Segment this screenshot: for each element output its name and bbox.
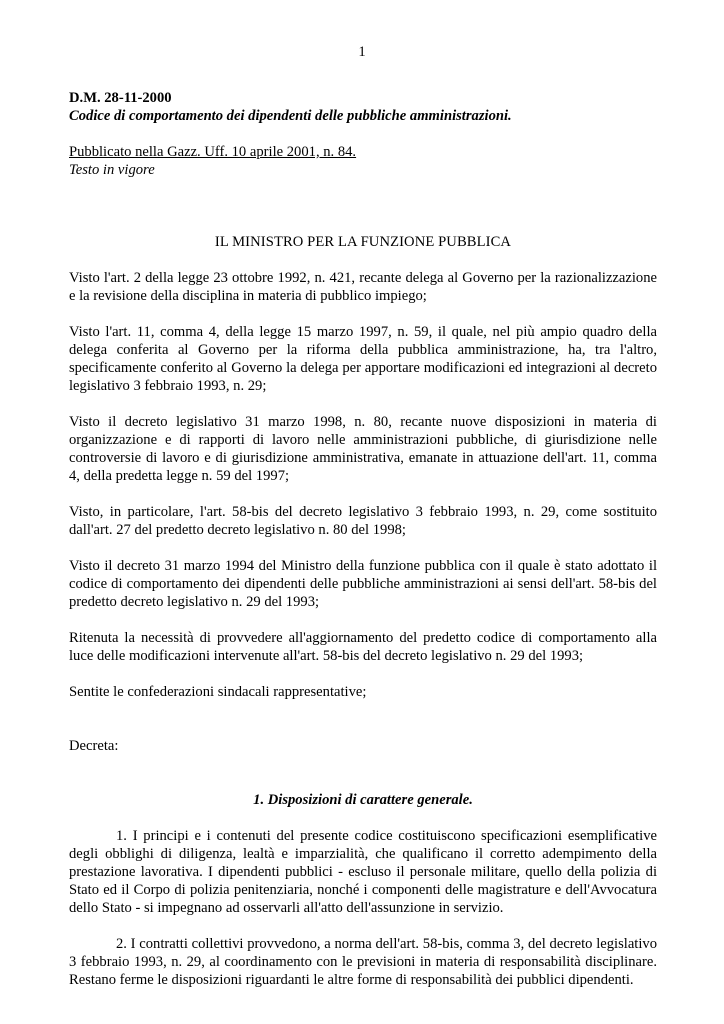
premise-paragraph: Visto il decreto legislativo 31 marzo 1998, n. 80, recante nuove disposizioni in materia di organizzazione e di rapporti di lavoro nelle amministrazioni pubbliche, di giurisdizione nelle controversie di lavoro e di giurisdizione amministrativa, emanate in attuazione dell'art. 11, comma 4, della predetta legge n. 59 del 1997;	[69, 414, 657, 484]
document-body	[69, 89, 657, 989]
status-text: Testo in vigore	[69, 162, 155, 178]
issuer-heading: IL MINISTRO PER LA FUNZIONE PUBBLICA	[214, 234, 512, 250]
publication-info: Pubblicato nella Gazz. Uff. 10 aprile 2001, n. 84.	[69, 144, 357, 160]
premise-paragraph: Sentite le confederazioni sindacali rappresentative;	[69, 684, 367, 700]
premise-paragraph: Visto l'art. 11, comma 4, della legge 15 marzo 1997, n. 59, il quale, nel più ampio quadro della delega conferita al Governo per la riforma della pubblica amministrazione, ha, tra l'altro, specificamente conferito al Governo la delega per apportare modificazioni ed integrazioni al decreto legislativo 3 febbraio 1993, n. 29;	[69, 324, 657, 394]
section-title: 1. Disposizioni di carattere generale.	[253, 792, 473, 808]
premise-paragraph: Ritenuta la necessità di provvedere all'aggiornamento del predetto codice di comportamento alla luce delle modificazioni intervenute all'art. 58-bis del decreto legislativo n. 29 del 1993;	[69, 630, 657, 664]
decree-id: D.M. 28-11-2000	[69, 90, 172, 106]
page-number: 1	[358, 44, 366, 60]
article-paragraph: 1. I principi e i contenuti del presente codice costituiscono specificazioni esemplificative degli obblighi di diligenza, lealtà e imparzialità, che qualificano il corretto adempimento della prestazione lavorativa. I dipendenti pubblici - escluso il personale militare, quello della polizia di Stato ed il Corpo di polizia penitenziaria, nonché i componenti delle magistrature e dell'Avvocatura dello Stato - si impegnano ad osservarli all'atto dell'assunzione in servizio.	[69, 828, 657, 916]
premise-paragraph: Visto il decreto 31 marzo 1994 del Ministro della funzione pubblica con il quale è stato adottato il codice di comportamento dei dipendenti delle pubbliche amministrazioni ai sensi dell'art. 58-bis del predetto decreto legislativo n. 29 del 1993;	[69, 558, 657, 610]
premise-paragraph: Visto, in particolare, l'art. 58-bis del decreto legislativo 3 febbraio 1993, n. 29, come sostituito dall'art. 27 del predetto decreto legislativo n. 80 del 1998;	[69, 504, 657, 538]
decree-title: Codice di comportamento dei dipendenti delle pubbliche amministrazioni.	[69, 108, 512, 124]
article-paragraph: 2. I contratti collettivi provvedono, a norma dell'art. 58-bis, comma 3, del decreto legislativo 3 febbraio 1993, n. 29, al coordinamento con le previsioni in materia di responsabilità disciplinare. Restano ferme le disposizioni riguardanti le altre forme di responsabilità dei pubblici dipendenti.	[69, 936, 657, 988]
decreta-label: Decreta:	[69, 738, 119, 754]
premise-paragraph: Visto l'art. 2 della legge 23 ottobre 1992, n. 421, recante delega al Governo per la razionalizzazione e la revisione della disciplina in materia di pubblico impiego;	[69, 270, 657, 304]
